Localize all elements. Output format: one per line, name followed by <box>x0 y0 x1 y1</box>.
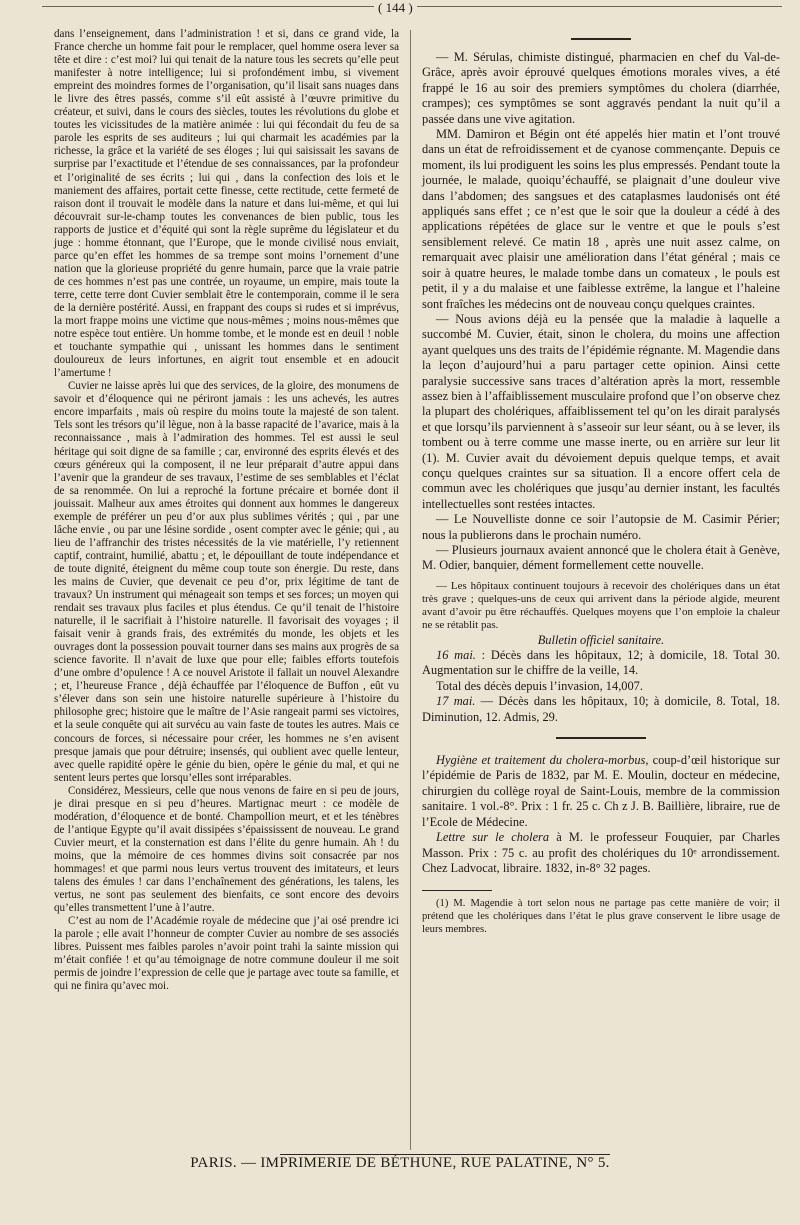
footnote: (1) M. Magendie à tort selon nous ne partage pas cette manière de voir; il prétend que les cholériques dans l’état le plus grave conservent le libre usage de leurs membres. <box>422 898 780 936</box>
bulletin-entry <box>422 679 780 694</box>
bulletin-date: 16 mai. <box>436 648 476 663</box>
book-details: , coup-d’œil historique sur l’épidémie de Paris de 1832, par M. E. Moulin, docteur en médecine, chirurgien du collège royal de Saint-Louis, membre de la commission sanitaire. 1 vol.-8°. Prix : 1 fr. 25 c. Ch z J. B. Baillière, libraire, rue de l’Ecole de Médecine. <box>422 753 780 829</box>
bulletin-text: : Décès dans les hôpitaux, 12; à domicile, 18. Total 30. Augmentation sur le chiffre de la veille, 14. <box>422 648 780 678</box>
left-paragraph: dans l’enseignement, dans l’administration ! et si, dans ce grand vide, la France cherche un homme fait pour le remplacer, quel homme osera lever sa tête et dire : c’est moi? lui qui tenait de la nature tous les secrets qu’elle peut manifester à notre intelligence; lui si profondément imbu, si vivement empreint des moindres formes de l’organisation, qu’il lisait sans nuages dans le livre des êtres passés, comme s’il eût assisté à l’œuvre primitive du créateur, et suivi, dans le cours des siècles, toutes les révolutions du globe et toutes les vicissitudes de la matière animée : lui qui fécondait du feu de sa parole les esprits de ses auditeurs ; lui qui charmait les académies par la richesse, la grâce et la variété de ses éloges ; lui qui saisissait les savans de surprise par l’exactitude et l’étendue de ses connaissances, par la profondeur et l’originalité de ses écrits ; lui qui , dans la confection des lois et le maniement des affaires, portait cette finesse, cette rectitude, cette fermeté de raison dont il trouvait le modèle dans la nature et dans lui-même, et qui lui découvrait sur-le-champ toutes les convenances de bien public, tous les rapports de justice et d’équité qui sont la règle suprême du législateur et du juge : homme étonnant, que l’Europe, que le monde civilisé nous enviait, parce qu’en effet les hommes de sa trempe sont moins l’ornement d’une nation que la glorieuse propriété du genre humain, parce que la vraie patrie de ces hommes n’est pas une contrée, un royaume, un empire, mais toute la terre, cette terre dont Cuvier semblait être le contemporain, comme il le sera de la dernière postérité. Aussi, en frappant des coups si rudes et si imprévus, la mort frappe moins une victime que nous-mêmes ; moins nous-mêmes que notre espèce tout entière. Un homme tombe, et le monde est en deuil ! noble et touchante sympathie qui , unissant les hommes dans le sentiment douloureux de leurs infortunes, en aigrit tout ensemble et en adoucit l’amertume ! <box>54 28 399 380</box>
hospitals-note: — Les hôpitaux continuent toujours à recevoir des cholériques dans un état très grave ; quelques-uns de ceux qui arrivent dans la période algide, meurent avant d’avoir pu être réchauffés. Quelques moyens que l’on emploie la chaleur ne se rétablit pas. <box>422 579 780 632</box>
book-title: Lettre sur le cholera <box>436 830 550 845</box>
section-separator <box>556 737 646 739</box>
right-paragraph: — Le Nouvelliste donne ce soir l’autopsie de M. Casimir Périer; nous la publierons dans le prochain numéro. <box>422 512 780 542</box>
bulletin-text: — Décès dans les hôpitaux, 10; à domicile, 8. Total, 18. Diminution, 12. Admis, 29. <box>422 694 780 724</box>
column-divider <box>410 30 411 1150</box>
right-column <box>422 28 780 936</box>
right-paragraph: — Nous avions déjà eu la pensée que la maladie à laquelle a succombé M. Cuvier, était, sinon le cholera, du moins une affection ayant quelques uns des traits de l’épidémie régnante. M. Magendie dans la leçon d’aujourd’hui a paru partager cette opinion. Ainsi cette paralysie successive sans traces d’altération après la mort, ressemble assez bien à l’affaiblissement musculaire profond que l’on observe chez la plupart des cholériques, affaiblissement tel qu’on les dirait paralysés et que lorsqu’ils parviennent à s’asseoir sur leur séant, ou à se lever, ils tombent ou à terre comme une masse inerte, ou en arrière sur leur lit (1). M. Cuvier avait du dévoiement depuis quelque temps, et avait conçu quelques craintes sur sa situation. Il a encore offert cela de commun avec les cholériques que jusqu’au dernier instant, les facultés intellectuelles sont restées intactes. <box>422 311 780 511</box>
book-notice <box>422 753 780 830</box>
printer-imprint: PARIS. — IMPRIMERIE DE BÉTHUNE, RUE PALATINE, N° 5. <box>190 1155 610 1171</box>
bulletin-entry <box>422 694 780 725</box>
right-paragraph: — Plusieurs journaux avaient annoncé que le cholera était à Genève, M. Odier, banquier, dément formellement cette nouvelle. <box>422 543 780 573</box>
footnote-rule <box>422 890 492 891</box>
left-paragraph: C’est au nom de l’Académie royale de médecine que j’ai osé prendre ici la parole ; elle avait l’honneur de compter Cuvier au nombre de ses associés libres. Puissent mes faibles paroles n’avoir point trahi la sainte mission qui m’était confiée ! et qu’au témoignage de notre commune douleur il me soit permis de joindre l’expression de celle que je partage avec toute sa famille, et qui ne finira qu’avec moi. <box>54 915 399 993</box>
bulletin-entry <box>422 648 780 679</box>
page-number: ( 144 ) <box>374 0 417 16</box>
book-title: Hygiène et traitement du cholera-morbus <box>436 753 646 768</box>
section-separator <box>571 38 631 40</box>
bulletin-date: 17 mai. <box>436 694 476 709</box>
left-paragraph: Cuvier ne laisse après lui que des services, de la gloire, des monumens de savoir et d’éloquence qui ne périront jamais : les uns achevés, les autres encore imparfaits , mais où respire du moins toute la majesté de son talent. Tels sont les trésors qu’il lègue, non à la basse rapacité de l’avarice, mais à la reconnaissance , mais à l’admiration des hommes. Tel est aussi le seul héritage qui soit digne de sa famille ; car, environné des esprits élevés et des cœurs généreux qui la composent, il ne leur préparait d’autre appui dans l’avenir que la grandeur de ses travaux, l’estime de ses semblables et l’éclat de sa renommée. On lui a reproché la fortune précaire et bornée dont il jouissait. Malheur aux ames étroites qui donnent aux hommes le dangereux exemple de préférer un peu d’or aux plus sublimes vérités ; qui , par une lâche envie , ou par une lésine sordide , osent compter avec le génie; qui , au lieu de l’affranchir des tristes nécessités de la vie matérielle, l’y retiennent captif, contraint, humilié, abattu ; et, le dépouillant de toute indépendance et de toute dignité, éteignent du même coup toute son énergie. Du reste, dans les mains de Cuvier, que devenait ce peu d’or, prix légitime de tant de travaux? Un instrument qui ménageait son temps et ses forces; un moyen qui rendait ses travaux plus faciles et plus étendus. Ce qu’il tenait de l’histoire naturelle, il le sacrifiait à l’histoire naturelle. Il favorisait des voyages ; il faisait venir à grands frais, des extrémités du monde, les objets et les ouvrages dont la possession pouvait tourner dans ses mains aux progrès de sa science favorite. Il n’avait de luxe que pour elle; faibles efforts toutefois d’une ombre d’opulence ! A ce nouvel Aristote il fallait un nouvel Alexandre ; et, l’heureuse France , déjà échauffée par l’éloquence de Buffon , eût vu s’élever dans son sein une histoire naturelle supérieure à l’histoire du philosophe grec; histoire que le maître de l’Asie rangeait parmi ses victoires, et la seule conquête qui ait survécu au vain faste de toutes les autres. Mais ce concours de forces, si nécessaire pour créer, les hommes ne s’en avisent presque jamais que pour détruire; insensés, qui oublient avec quelle lenteur, avec quelle rapidité opère le génie du bien, opère le génie du mal, et qui ne sentent leurs pertes que lorsqu’elles sont irréparables. <box>54 380 399 784</box>
left-paragraph: Considérez, Messieurs, celle que nous venons de faire en si peu de jours, je dirai presque en si peu d’heures. Martignac meurt : ce modèle de modération, d’éloquence et de bonté. Champollion meurt, et et les ténèbres de l’antique Egypte qu’il avait dissipées s’épaississent de nouveau. Le grand Cuvier meurt, et la consternation est dans l’élite du genre humain. Ah ! du moins, que la mémoire de ces hommes divins soit consacrée par nos hommages! et que parmi nous leurs vertus trouvent des imitateurs, et leurs talens des émules ! car dans l’enchaînement des générations, les talens, les vertus, ne sont pas seulement des bienfaits, ce sont encore des devoirs qu’elles transmettent l’une à l’autre. <box>54 784 399 915</box>
bulletin-title: Bulletin officiel sanitaire. <box>537 632 665 647</box>
book-notice <box>422 830 780 876</box>
bulletin-text: Total des décès depuis l’invasion, 14,007. <box>436 678 643 693</box>
book-details: à M. le professeur Fouquier, par Charles Masson. Prix : 75 c. au profit des cholériques du 10ᵉ arrondissement. Chez Ladvocat, libraire. 1832, in-8° 32 pages. <box>422 830 780 875</box>
right-paragraph: — M. Sérulas, chimiste distingué, pharmacien en chef du Val-de-Grâce, après avoir éprouvé quelques émotions morales vives, a été frappé le 16 au soir des premiers symptômes du cholera (diarrhée, crampes); ces symptômes se sont aggravés pendant la nuit qu’il a passée dans une vive agitation. <box>422 50 780 126</box>
left-column <box>54 28 399 993</box>
right-paragraph: MM. Damiron et Bégin ont été appelés hier matin et l’ont trouvé dans un état de refroidissement et de cyanose commençante. Depuis ce moment, ils lui prodiguent les soins les plus empressés. Pendant toute la journée, le malade, quoiqu’échauffé, se plaignait d’une douleur vive dans l’abdomen; des sangsues et des cataplasmes laudonisés ont été appliqués sans effet ; ce n’est que le soir que la douleur a cédé à des applications répétées de glace sur le ventre et que le pouls s’est sensiblement relevé. Ce matin 18 , après une nuit assez calme, on remarquait avec plaisir une amélioration dans l’état général ; mais ce soir à quatre heures, le malade tombe dans un comateux , le pouls est petit, il y a du malaise et une faiblesse extrême, la langue et l’haleine sont fraîches les médecins ont de nouveau conçu quelques craintes. <box>422 127 780 311</box>
